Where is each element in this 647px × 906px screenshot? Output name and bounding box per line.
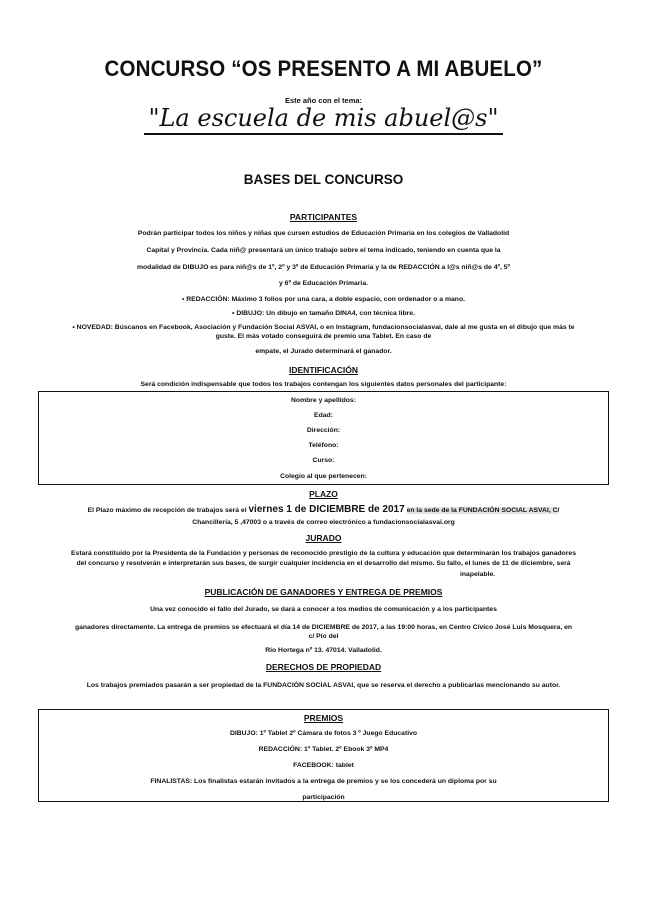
plazo-heading: PLAZO (309, 489, 338, 499)
plazo-line-1 (20, 505, 627, 515)
contest-theme (0, 104, 647, 132)
bases-heading: BASES DEL CONCURSO (243, 172, 404, 187)
participantes-line-3: modalidad de DIBUJO es para niñ@s de 1º, 2º y 3º de Educación Primaria y la de REDACCIÓN a l@s niñ@s de 4º, 5º (136, 264, 510, 271)
premio-finalistas-2: participación (302, 794, 345, 801)
identificacion-text: Será condición indispensable que todos los trabajos contengan los siguientes datos personales del participante: (140, 381, 507, 388)
premio-finalistas-1: FINALISTAS: Los finalistas estarán invitados a la entrega de premios y se los concederá un diploma por su (150, 778, 497, 785)
dibujo-rule: • DIBUJO: Un dibujo en tamaño DINA4, con técnica libre. (232, 310, 415, 317)
plazo-line-2: Chancillería, 5 ,47003 o a través de correo electrónico a fundacionsocialasvai.org (192, 519, 455, 526)
publicacion-line-1: Una vez conocido el fallo del Jurado, se dará a conocer a los medios de comunicación y a los participantes (150, 606, 497, 613)
identificacion-heading: IDENTIFICACIÓN (289, 365, 358, 375)
field-colegio: Colegio al que pertenecen: (280, 473, 367, 480)
jurado-line-1: Estará constituido por la Presidenta de la Fundación y personas de reconocido prestigio de la cultura y educación que determinarán los trabajos ganadores (71, 550, 576, 557)
field-direccion: Dirección: (306, 427, 341, 434)
jurado-line-2: del concurso y resolverán e interpretarán sus bases, de surgir cualquier incidencia en el desarrollo del mismo. Su fallo, el lunes de 11 de diciembre, será (76, 560, 571, 567)
redaccion-rule: • REDACCIÓN: Máximo 3 folios por una cara, a doble espacio, con ordenador o a mano. (182, 296, 465, 303)
novedad-line-1: • NOVEDAD: Búscanos en Facebook, Asociación y Fundación Social ASVAI, o en Instagram, fundacionsocialasvai, dale al me gusta en el dibujo que más te (72, 324, 575, 331)
field-telefono: Teléfono: (308, 442, 339, 449)
jurado-line-3: inapelable. (460, 571, 496, 578)
identification-form-box (38, 391, 609, 485)
derechos-text: Los trabajos premiados pasarán a ser propiedad de la FUNDACIÓN SOCIAL ASVAI, que se reserva el derecho a publicarlas mencionando su autor. (86, 682, 561, 689)
derechos-heading: DERECHOS DE PROPIEDAD (265, 662, 382, 672)
document-title: CONCURSO “OS PRESENTO A MI ABUELO” (104, 56, 543, 81)
field-nombre: Nombre y apellidos: (291, 397, 356, 404)
publicacion-heading: PUBLICACIÓN DE GANADORES Y ENTREGA DE PREMIOS (204, 587, 443, 597)
publicacion-line-2: ganadores directamente. La entrega de premios se efectuará el día 14 de DICIEMBRE de 2017, a las 19:00 horas, en Centro Cívico José Luis Mosquera, en (74, 624, 573, 631)
plazo-post: en la sede de la FUNDACIÓN SOCIAL ASVAI, C/ (406, 507, 560, 514)
contest-theme-text: "La escuela de mis abuel@s" (144, 104, 502, 135)
publicacion-line-3: c/ Pío del (308, 633, 339, 640)
premios-heading: PREMIOS (303, 713, 344, 723)
premio-dibujo: DIBUJO: 1º Tablet 2º Cámara de fotos 3 º Juego Educativo (229, 730, 418, 737)
novedad-line-3: empate, el Jurado determinará el ganador. (255, 348, 392, 355)
plazo-date: viernes 1 de DICIEMBRE de 2017 (248, 504, 405, 515)
participantes-line-1: Podrán participar todos los niños y niñas que cursen estudios de Educación Primaria en los colegios de Valladolid (137, 230, 510, 237)
field-curso: Curso: (312, 457, 335, 464)
novedad-line-2: guste. El más votado conseguirá de premio una Tablet. En caso de (215, 333, 432, 340)
participantes-line-2: Capital y Provincia. Cada niñ@ presentará un único trabajo sobre el tema indicado, teniendo en cuenta que la (146, 247, 501, 254)
plazo-pre: El Plazo máximo de recepción de trabajos será el (87, 507, 247, 514)
jurado-heading: JURADO (305, 533, 342, 543)
field-edad: Edad: (314, 412, 333, 419)
intro-text: Este año con el tema: (284, 96, 363, 105)
participantes-heading: PARTICIPANTES (289, 212, 358, 222)
premio-facebook: FACEBOOK: tablet (293, 762, 354, 769)
publicacion-line-4: Río Hortega nº 13. 47014. Valladolid. (265, 647, 382, 654)
participantes-line-4: y 6º de Educación Primaria. (279, 280, 368, 287)
premio-redaccion: REDACCIÓN: 1º Tablet. 2º Ebook 3º MP4 (258, 746, 389, 753)
